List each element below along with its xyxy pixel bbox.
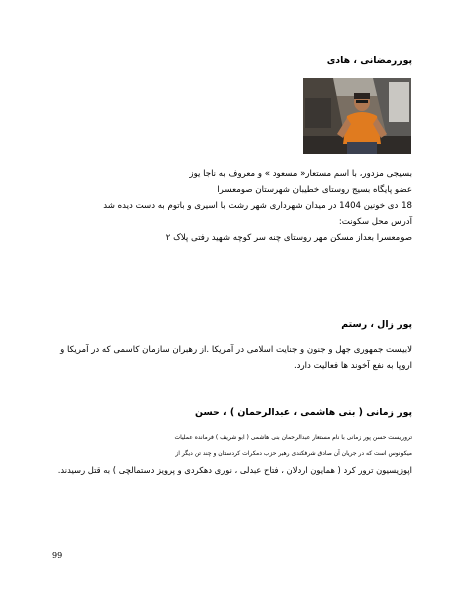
page-number: 99 bbox=[52, 551, 63, 560]
paragraph-line: عضو پایگاه بسیج روستای خطیبان شهرستان صومعسرا bbox=[217, 185, 412, 195]
paragraph-line: آدرس محل سکونت: bbox=[338, 217, 412, 227]
paragraph-line: صومعسرا بعداز مسکن مهر روستای چنه سر کوچه شهید رفتی پلاک ۲ bbox=[165, 233, 412, 243]
paragraph-line: اپوزیسیون ترور کرد ( همایون اردلان ، فتاح عبدلی ، نوری دهکردی و پرویز دستمالچی ) به قتل رسیدند. bbox=[57, 465, 412, 475]
paragraph-line: 18 دی خونین 1404 در میدان شهرداری شهر رشت با اسیری و باتوم به دست دیده شد bbox=[103, 201, 412, 211]
entry-heading: پوررمضانی ، هادی bbox=[326, 55, 412, 66]
paragraph-line: میکونوس است که در جریان آن صادق شرفکندی رهبر حزب دمکرات کردستان و چند تن دیگر از bbox=[175, 450, 412, 457]
entry-paragraph bbox=[103, 166, 412, 246]
entry-paragraph bbox=[58, 430, 412, 478]
paragraph-line: لابیست جمهوری جهل و جنون و جنایت اسلامی در آمریکا .از رهبران سازمان کاسمی که در آمریکا و bbox=[60, 345, 412, 355]
paragraph-line: تروریست حسن پور زمانی با نام مستعار عبدالرحمان بنی هاشمی ( ابو شریف ) فرمانده عملیات bbox=[174, 434, 412, 441]
entry-heading: پور زمانی ( بنی هاشمی ، عبدالرحمان ) ، حسن bbox=[195, 407, 412, 418]
person-photo bbox=[303, 78, 411, 154]
entry-paragraph bbox=[60, 342, 412, 374]
paragraph-line: اروپا به نفع آخوند ها فعالیت دارد. bbox=[293, 361, 412, 371]
entry-heading: پور زال ، رستم bbox=[341, 319, 412, 330]
paragraph-line: بسیجی مزدور، با اسم مستعار« مسعود » و معروف به ناجا یوز bbox=[189, 169, 412, 179]
